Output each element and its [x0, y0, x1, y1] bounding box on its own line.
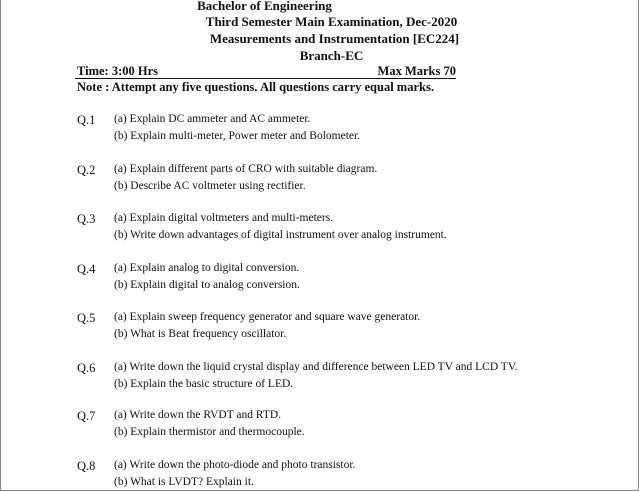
question-part-a: (a) Explain digital voltmeters and multi-meters.: [114, 212, 334, 224]
question-part-b: (b) Explain digital to analog conversion.: [114, 279, 300, 291]
time-allowed: Time: 3:00 Hrs: [77, 64, 159, 78]
question-part-b: (b) What is LVDT? Explain it.: [114, 476, 254, 488]
instructions-note: Note : Attempt any five questions. All questions carry equal marks.: [77, 80, 434, 94]
branch-title: Branch-EC: [299, 48, 364, 63]
subject-title: Measurements and Instrumentation [EC224]: [209, 31, 460, 46]
question-number: Q.3: [77, 212, 96, 226]
degree-title: Bachelor of Engineering: [197, 0, 332, 13]
question-number: Q.6: [77, 361, 96, 375]
question-part-a: (a) Write down the RVDT and RTD.: [114, 409, 282, 421]
question-part-a: (a) Explain sweep frequency generator and square wave generator.: [114, 311, 421, 323]
question-part-b: (b) Describe AC voltmeter using rectifier.: [114, 180, 306, 192]
question-part-b: (b) Explain multi-meter, Power meter and Bolometer.: [114, 130, 361, 142]
question-part-a: (a) Explain analog to digital conversion.: [114, 262, 300, 274]
question-part-a: (a) Explain different parts of CRO with suitable diagram.: [114, 163, 378, 175]
question-number: Q.2: [77, 163, 96, 177]
question-number: Q.4: [77, 262, 96, 276]
question-number: Q.8: [77, 459, 96, 473]
question-part-a: (a) Write down the photo-diode and photo transistor.: [114, 459, 356, 471]
max-marks: Max Marks 70: [377, 64, 456, 78]
question-part-b: (b) Write down advantages of digital instrument over analog instrument.: [114, 229, 447, 241]
exam-title: Third Semester Main Examination, Dec-2020: [205, 14, 458, 29]
question-part-b: (b) What is Beat frequency oscillator.: [114, 328, 287, 340]
question-part-a: (a) Write down the liquid crystal display and difference between LED TV and LCD TV.: [114, 361, 518, 373]
question-part-b: (b) Explain the basic structure of LED.: [114, 378, 294, 390]
question-number: Q.7: [77, 409, 96, 423]
question-part-b: (b) Explain thermistor and thermocouple.: [114, 426, 305, 438]
time-marks-bar: [75, 64, 456, 79]
question-number: Q.5: [77, 311, 96, 325]
question-part-a: (a) Explain DC ammeter and AC ammeter.: [114, 113, 311, 125]
question-number: Q.1: [77, 113, 96, 127]
